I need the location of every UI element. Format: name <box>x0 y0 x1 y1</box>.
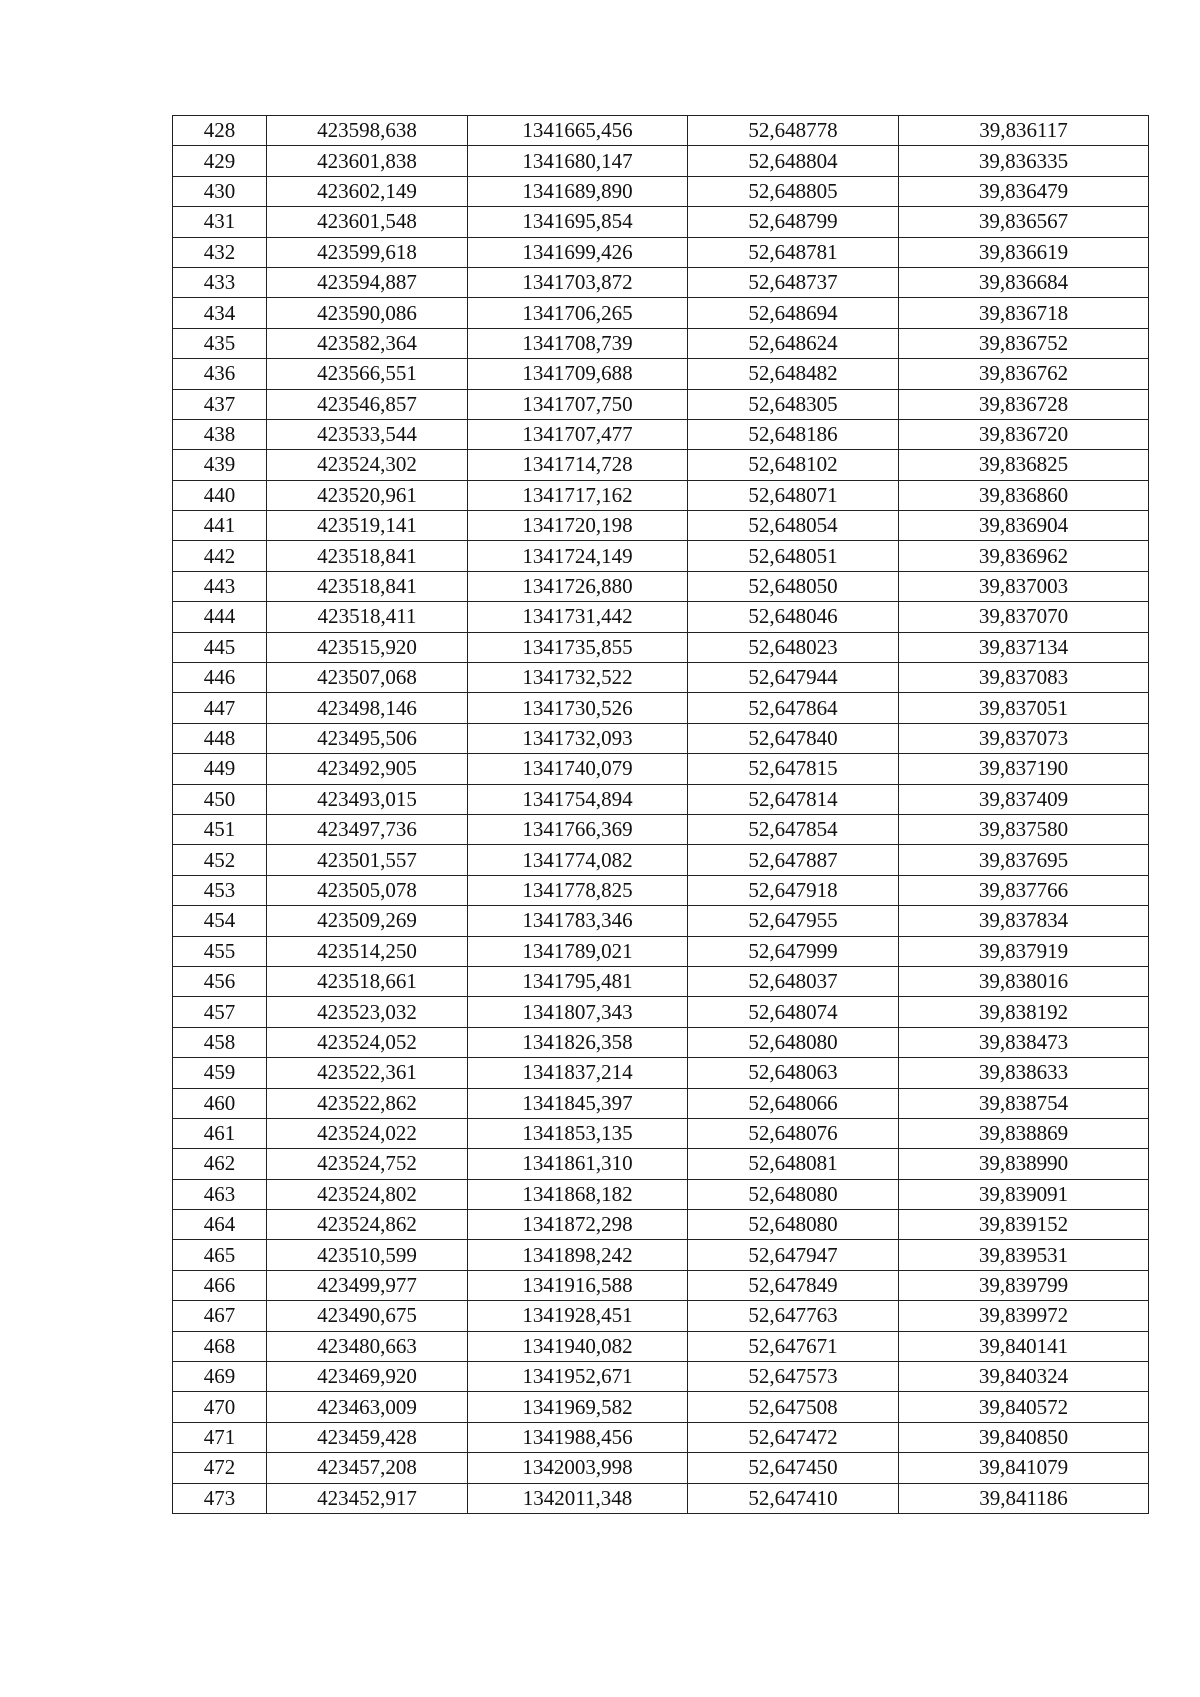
x-coordinate-cell: 423523,032 <box>267 997 468 1027</box>
point-number-cell: 457 <box>173 997 267 1027</box>
table-row <box>173 754 1149 784</box>
y-coordinate-cell: 1341807,343 <box>468 997 688 1027</box>
latitude-cell: 52,647947 <box>688 1240 899 1270</box>
y-coordinate-cell: 1341928,451 <box>468 1301 688 1331</box>
y-coordinate-cell: 1341707,477 <box>468 419 688 449</box>
point-number-cell: 434 <box>173 298 267 328</box>
latitude-cell: 52,648804 <box>688 146 899 176</box>
point-number-cell: 445 <box>173 632 267 662</box>
y-coordinate-cell: 1341735,855 <box>468 632 688 662</box>
x-coordinate-cell: 423480,663 <box>267 1331 468 1361</box>
x-coordinate-cell: 423490,675 <box>267 1301 468 1331</box>
y-coordinate-cell: 1341726,880 <box>468 571 688 601</box>
latitude-cell: 52,647410 <box>688 1483 899 1513</box>
latitude-cell: 52,647849 <box>688 1270 899 1300</box>
longitude-cell: 39,836825 <box>899 450 1149 480</box>
point-number-cell: 432 <box>173 237 267 267</box>
table-row <box>173 207 1149 237</box>
y-coordinate-cell: 1341695,854 <box>468 207 688 237</box>
point-number-cell: 428 <box>173 116 267 146</box>
x-coordinate-cell: 423590,086 <box>267 298 468 328</box>
table-row <box>173 298 1149 328</box>
point-number-cell: 455 <box>173 936 267 966</box>
point-number-cell: 456 <box>173 966 267 996</box>
table-row <box>173 845 1149 875</box>
y-coordinate-cell: 1341706,265 <box>468 298 688 328</box>
latitude-cell: 52,648482 <box>688 359 899 389</box>
y-coordinate-cell: 1341778,825 <box>468 875 688 905</box>
longitude-cell: 39,837083 <box>899 663 1149 693</box>
coordinates-table-body <box>173 116 1149 1514</box>
x-coordinate-cell: 423582,364 <box>267 328 468 358</box>
point-number-cell: 451 <box>173 814 267 844</box>
longitude-cell: 39,841079 <box>899 1453 1149 1483</box>
longitude-cell: 39,836762 <box>899 359 1149 389</box>
longitude-cell: 39,836718 <box>899 298 1149 328</box>
x-coordinate-cell: 423524,022 <box>267 1118 468 1148</box>
x-coordinate-cell: 423601,548 <box>267 207 468 237</box>
table-row <box>173 1270 1149 1300</box>
latitude-cell: 52,648054 <box>688 511 899 541</box>
point-number-cell: 435 <box>173 328 267 358</box>
y-coordinate-cell: 1341730,526 <box>468 693 688 723</box>
point-number-cell: 467 <box>173 1301 267 1331</box>
longitude-cell: 39,837070 <box>899 602 1149 632</box>
point-number-cell: 433 <box>173 267 267 297</box>
latitude-cell: 52,648080 <box>688 1179 899 1209</box>
point-number-cell: 452 <box>173 845 267 875</box>
longitude-cell: 39,837051 <box>899 693 1149 723</box>
latitude-cell: 52,648737 <box>688 267 899 297</box>
point-number-cell: 446 <box>173 663 267 693</box>
y-coordinate-cell: 1341709,688 <box>468 359 688 389</box>
y-coordinate-cell: 1341699,426 <box>468 237 688 267</box>
latitude-cell: 52,648076 <box>688 1118 899 1148</box>
latitude-cell: 52,648694 <box>688 298 899 328</box>
longitude-cell: 39,836335 <box>899 146 1149 176</box>
y-coordinate-cell: 1341872,298 <box>468 1210 688 1240</box>
longitude-cell: 39,837073 <box>899 723 1149 753</box>
latitude-cell: 52,648799 <box>688 207 899 237</box>
latitude-cell: 52,648046 <box>688 602 899 632</box>
y-coordinate-cell: 1341689,890 <box>468 176 688 206</box>
point-number-cell: 447 <box>173 693 267 723</box>
y-coordinate-cell: 1341720,198 <box>468 511 688 541</box>
point-number-cell: 469 <box>173 1362 267 1392</box>
y-coordinate-cell: 1341714,728 <box>468 450 688 480</box>
latitude-cell: 52,648051 <box>688 541 899 571</box>
table-row <box>173 1301 1149 1331</box>
table-row <box>173 1118 1149 1148</box>
point-number-cell: 436 <box>173 359 267 389</box>
point-number-cell: 472 <box>173 1453 267 1483</box>
table-row <box>173 176 1149 206</box>
point-number-cell: 438 <box>173 419 267 449</box>
latitude-cell: 52,648778 <box>688 116 899 146</box>
longitude-cell: 39,839152 <box>899 1210 1149 1240</box>
x-coordinate-cell: 423492,905 <box>267 754 468 784</box>
latitude-cell: 52,647815 <box>688 754 899 784</box>
longitude-cell: 39,836752 <box>899 328 1149 358</box>
point-number-cell: 443 <box>173 571 267 601</box>
y-coordinate-cell: 1341680,147 <box>468 146 688 176</box>
latitude-cell: 52,648023 <box>688 632 899 662</box>
latitude-cell: 52,648037 <box>688 966 899 996</box>
point-number-cell: 454 <box>173 906 267 936</box>
y-coordinate-cell: 1341708,739 <box>468 328 688 358</box>
point-number-cell: 431 <box>173 207 267 237</box>
table-row <box>173 723 1149 753</box>
table-row <box>173 450 1149 480</box>
table-row <box>173 1453 1149 1483</box>
point-number-cell: 460 <box>173 1088 267 1118</box>
y-coordinate-cell: 1341707,750 <box>468 389 688 419</box>
x-coordinate-cell: 423463,009 <box>267 1392 468 1422</box>
latitude-cell: 52,647999 <box>688 936 899 966</box>
table-row <box>173 480 1149 510</box>
table-row <box>173 966 1149 996</box>
longitude-cell: 39,837134 <box>899 632 1149 662</box>
point-number-cell: 459 <box>173 1058 267 1088</box>
x-coordinate-cell: 423519,141 <box>267 511 468 541</box>
x-coordinate-cell: 423594,887 <box>267 267 468 297</box>
table-row <box>173 1483 1149 1513</box>
latitude-cell: 52,648186 <box>688 419 899 449</box>
point-number-cell: 442 <box>173 541 267 571</box>
point-number-cell: 453 <box>173 875 267 905</box>
x-coordinate-cell: 423505,078 <box>267 875 468 905</box>
y-coordinate-cell: 1341868,182 <box>468 1179 688 1209</box>
x-coordinate-cell: 423524,052 <box>267 1027 468 1057</box>
table-row <box>173 389 1149 419</box>
table-row <box>173 632 1149 662</box>
latitude-cell: 52,647854 <box>688 814 899 844</box>
latitude-cell: 52,648305 <box>688 389 899 419</box>
longitude-cell: 39,841186 <box>899 1483 1149 1513</box>
y-coordinate-cell: 1341766,369 <box>468 814 688 844</box>
latitude-cell: 52,647955 <box>688 906 899 936</box>
point-number-cell: 470 <box>173 1392 267 1422</box>
x-coordinate-cell: 423495,506 <box>267 723 468 753</box>
point-number-cell: 464 <box>173 1210 267 1240</box>
y-coordinate-cell: 1341731,442 <box>468 602 688 632</box>
x-coordinate-cell: 423524,802 <box>267 1179 468 1209</box>
latitude-cell: 52,648624 <box>688 328 899 358</box>
y-coordinate-cell: 1341740,079 <box>468 754 688 784</box>
y-coordinate-cell: 1341789,021 <box>468 936 688 966</box>
x-coordinate-cell: 423566,551 <box>267 359 468 389</box>
latitude-cell: 52,648074 <box>688 997 899 1027</box>
table-row <box>173 906 1149 936</box>
y-coordinate-cell: 1341845,397 <box>468 1088 688 1118</box>
longitude-cell: 39,838633 <box>899 1058 1149 1088</box>
longitude-cell: 39,836860 <box>899 480 1149 510</box>
point-number-cell: 430 <box>173 176 267 206</box>
table-row <box>173 1027 1149 1057</box>
y-coordinate-cell: 1341703,872 <box>468 267 688 297</box>
point-number-cell: 441 <box>173 511 267 541</box>
longitude-cell: 39,840141 <box>899 1331 1149 1361</box>
longitude-cell: 39,836479 <box>899 176 1149 206</box>
point-number-cell: 439 <box>173 450 267 480</box>
longitude-cell: 39,839531 <box>899 1240 1149 1270</box>
x-coordinate-cell: 423459,428 <box>267 1422 468 1452</box>
x-coordinate-cell: 423518,841 <box>267 571 468 601</box>
y-coordinate-cell: 1341732,093 <box>468 723 688 753</box>
x-coordinate-cell: 423598,638 <box>267 116 468 146</box>
x-coordinate-cell: 423497,736 <box>267 814 468 844</box>
latitude-cell: 52,647814 <box>688 784 899 814</box>
latitude-cell: 52,648081 <box>688 1149 899 1179</box>
table-row <box>173 663 1149 693</box>
point-number-cell: 466 <box>173 1270 267 1300</box>
latitude-cell: 52,647864 <box>688 693 899 723</box>
table-row <box>173 814 1149 844</box>
y-coordinate-cell: 1342003,998 <box>468 1453 688 1483</box>
y-coordinate-cell: 1341795,481 <box>468 966 688 996</box>
latitude-cell: 52,648063 <box>688 1058 899 1088</box>
latitude-cell: 52,648102 <box>688 450 899 480</box>
table-row <box>173 146 1149 176</box>
x-coordinate-cell: 423501,557 <box>267 845 468 875</box>
table-row <box>173 1210 1149 1240</box>
y-coordinate-cell: 1341826,358 <box>468 1027 688 1057</box>
table-row <box>173 693 1149 723</box>
point-number-cell: 471 <box>173 1422 267 1452</box>
x-coordinate-cell: 423514,250 <box>267 936 468 966</box>
y-coordinate-cell: 1341988,456 <box>468 1422 688 1452</box>
point-number-cell: 429 <box>173 146 267 176</box>
y-coordinate-cell: 1341940,082 <box>468 1331 688 1361</box>
y-coordinate-cell: 1341853,135 <box>468 1118 688 1148</box>
point-number-cell: 465 <box>173 1240 267 1270</box>
point-number-cell: 462 <box>173 1149 267 1179</box>
point-number-cell: 449 <box>173 754 267 784</box>
latitude-cell: 52,648066 <box>688 1088 899 1118</box>
longitude-cell: 39,839972 <box>899 1301 1149 1331</box>
point-number-cell: 463 <box>173 1179 267 1209</box>
longitude-cell: 39,837695 <box>899 845 1149 875</box>
longitude-cell: 39,838754 <box>899 1088 1149 1118</box>
y-coordinate-cell: 1342011,348 <box>468 1483 688 1513</box>
longitude-cell: 39,840850 <box>899 1422 1149 1452</box>
x-coordinate-cell: 423452,917 <box>267 1483 468 1513</box>
longitude-cell: 39,838016 <box>899 966 1149 996</box>
latitude-cell: 52,647450 <box>688 1453 899 1483</box>
x-coordinate-cell: 423518,661 <box>267 966 468 996</box>
longitude-cell: 39,836720 <box>899 419 1149 449</box>
latitude-cell: 52,647918 <box>688 875 899 905</box>
table-row <box>173 1240 1149 1270</box>
point-number-cell: 461 <box>173 1118 267 1148</box>
x-coordinate-cell: 423520,961 <box>267 480 468 510</box>
y-coordinate-cell: 1341665,456 <box>468 116 688 146</box>
longitude-cell: 39,838473 <box>899 1027 1149 1057</box>
longitude-cell: 39,836962 <box>899 541 1149 571</box>
longitude-cell: 39,837580 <box>899 814 1149 844</box>
longitude-cell: 39,839799 <box>899 1270 1149 1300</box>
longitude-cell: 39,836728 <box>899 389 1149 419</box>
point-number-cell: 473 <box>173 1483 267 1513</box>
longitude-cell: 39,836684 <box>899 267 1149 297</box>
y-coordinate-cell: 1341969,582 <box>468 1392 688 1422</box>
y-coordinate-cell: 1341754,894 <box>468 784 688 814</box>
latitude-cell: 52,648080 <box>688 1210 899 1240</box>
table-row <box>173 237 1149 267</box>
longitude-cell: 39,837003 <box>899 571 1149 601</box>
table-row <box>173 1422 1149 1452</box>
table-row <box>173 997 1149 1027</box>
latitude-cell: 52,647944 <box>688 663 899 693</box>
longitude-cell: 39,836117 <box>899 116 1149 146</box>
point-number-cell: 444 <box>173 602 267 632</box>
x-coordinate-cell: 423499,977 <box>267 1270 468 1300</box>
y-coordinate-cell: 1341774,082 <box>468 845 688 875</box>
longitude-cell: 39,837834 <box>899 906 1149 936</box>
point-number-cell: 468 <box>173 1331 267 1361</box>
latitude-cell: 52,647573 <box>688 1362 899 1392</box>
y-coordinate-cell: 1341916,588 <box>468 1270 688 1300</box>
x-coordinate-cell: 423493,015 <box>267 784 468 814</box>
table-row <box>173 602 1149 632</box>
longitude-cell: 39,836567 <box>899 207 1149 237</box>
table-row <box>173 541 1149 571</box>
latitude-cell: 52,647472 <box>688 1422 899 1452</box>
longitude-cell: 39,839091 <box>899 1179 1149 1209</box>
table-row <box>173 116 1149 146</box>
x-coordinate-cell: 423524,302 <box>267 450 468 480</box>
point-number-cell: 458 <box>173 1027 267 1057</box>
longitude-cell: 39,838990 <box>899 1149 1149 1179</box>
table-row <box>173 784 1149 814</box>
latitude-cell: 52,647840 <box>688 723 899 753</box>
table-row <box>173 328 1149 358</box>
longitude-cell: 39,838869 <box>899 1118 1149 1148</box>
table-row <box>173 1149 1149 1179</box>
latitude-cell: 52,647508 <box>688 1392 899 1422</box>
point-number-cell: 437 <box>173 389 267 419</box>
y-coordinate-cell: 1341724,149 <box>468 541 688 571</box>
x-coordinate-cell: 423518,411 <box>267 602 468 632</box>
x-coordinate-cell: 423518,841 <box>267 541 468 571</box>
point-number-cell: 448 <box>173 723 267 753</box>
table-row <box>173 1088 1149 1118</box>
latitude-cell: 52,648071 <box>688 480 899 510</box>
table-row <box>173 419 1149 449</box>
longitude-cell: 39,836619 <box>899 237 1149 267</box>
table-row <box>173 1179 1149 1209</box>
y-coordinate-cell: 1341837,214 <box>468 1058 688 1088</box>
coordinates-table <box>172 115 1149 1514</box>
x-coordinate-cell: 423602,149 <box>267 176 468 206</box>
table-row <box>173 875 1149 905</box>
x-coordinate-cell: 423457,208 <box>267 1453 468 1483</box>
x-coordinate-cell: 423515,920 <box>267 632 468 662</box>
latitude-cell: 52,647887 <box>688 845 899 875</box>
latitude-cell: 52,647763 <box>688 1301 899 1331</box>
table-row <box>173 1362 1149 1392</box>
latitude-cell: 52,648805 <box>688 176 899 206</box>
latitude-cell: 52,648050 <box>688 571 899 601</box>
y-coordinate-cell: 1341783,346 <box>468 906 688 936</box>
x-coordinate-cell: 423522,862 <box>267 1088 468 1118</box>
longitude-cell: 39,837766 <box>899 875 1149 905</box>
longitude-cell: 39,837190 <box>899 754 1149 784</box>
x-coordinate-cell: 423524,862 <box>267 1210 468 1240</box>
y-coordinate-cell: 1341898,242 <box>468 1240 688 1270</box>
table-row <box>173 1058 1149 1088</box>
latitude-cell: 52,648080 <box>688 1027 899 1057</box>
longitude-cell: 39,836904 <box>899 511 1149 541</box>
table-row <box>173 1331 1149 1361</box>
table-row <box>173 267 1149 297</box>
y-coordinate-cell: 1341717,162 <box>468 480 688 510</box>
y-coordinate-cell: 1341952,671 <box>468 1362 688 1392</box>
table-row <box>173 571 1149 601</box>
x-coordinate-cell: 423498,146 <box>267 693 468 723</box>
point-number-cell: 440 <box>173 480 267 510</box>
x-coordinate-cell: 423599,618 <box>267 237 468 267</box>
x-coordinate-cell: 423507,068 <box>267 663 468 693</box>
longitude-cell: 39,838192 <box>899 997 1149 1027</box>
longitude-cell: 39,837919 <box>899 936 1149 966</box>
x-coordinate-cell: 423546,857 <box>267 389 468 419</box>
point-number-cell: 450 <box>173 784 267 814</box>
x-coordinate-cell: 423522,361 <box>267 1058 468 1088</box>
table-row <box>173 936 1149 966</box>
table-row <box>173 511 1149 541</box>
table-row <box>173 359 1149 389</box>
y-coordinate-cell: 1341732,522 <box>468 663 688 693</box>
longitude-cell: 39,840324 <box>899 1362 1149 1392</box>
latitude-cell: 52,648781 <box>688 237 899 267</box>
y-coordinate-cell: 1341861,310 <box>468 1149 688 1179</box>
latitude-cell: 52,647671 <box>688 1331 899 1361</box>
x-coordinate-cell: 423533,544 <box>267 419 468 449</box>
x-coordinate-cell: 423601,838 <box>267 146 468 176</box>
x-coordinate-cell: 423469,920 <box>267 1362 468 1392</box>
table-row <box>173 1392 1149 1422</box>
longitude-cell: 39,837409 <box>899 784 1149 814</box>
longitude-cell: 39,840572 <box>899 1392 1149 1422</box>
x-coordinate-cell: 423524,752 <box>267 1149 468 1179</box>
x-coordinate-cell: 423510,599 <box>267 1240 468 1270</box>
x-coordinate-cell: 423509,269 <box>267 906 468 936</box>
